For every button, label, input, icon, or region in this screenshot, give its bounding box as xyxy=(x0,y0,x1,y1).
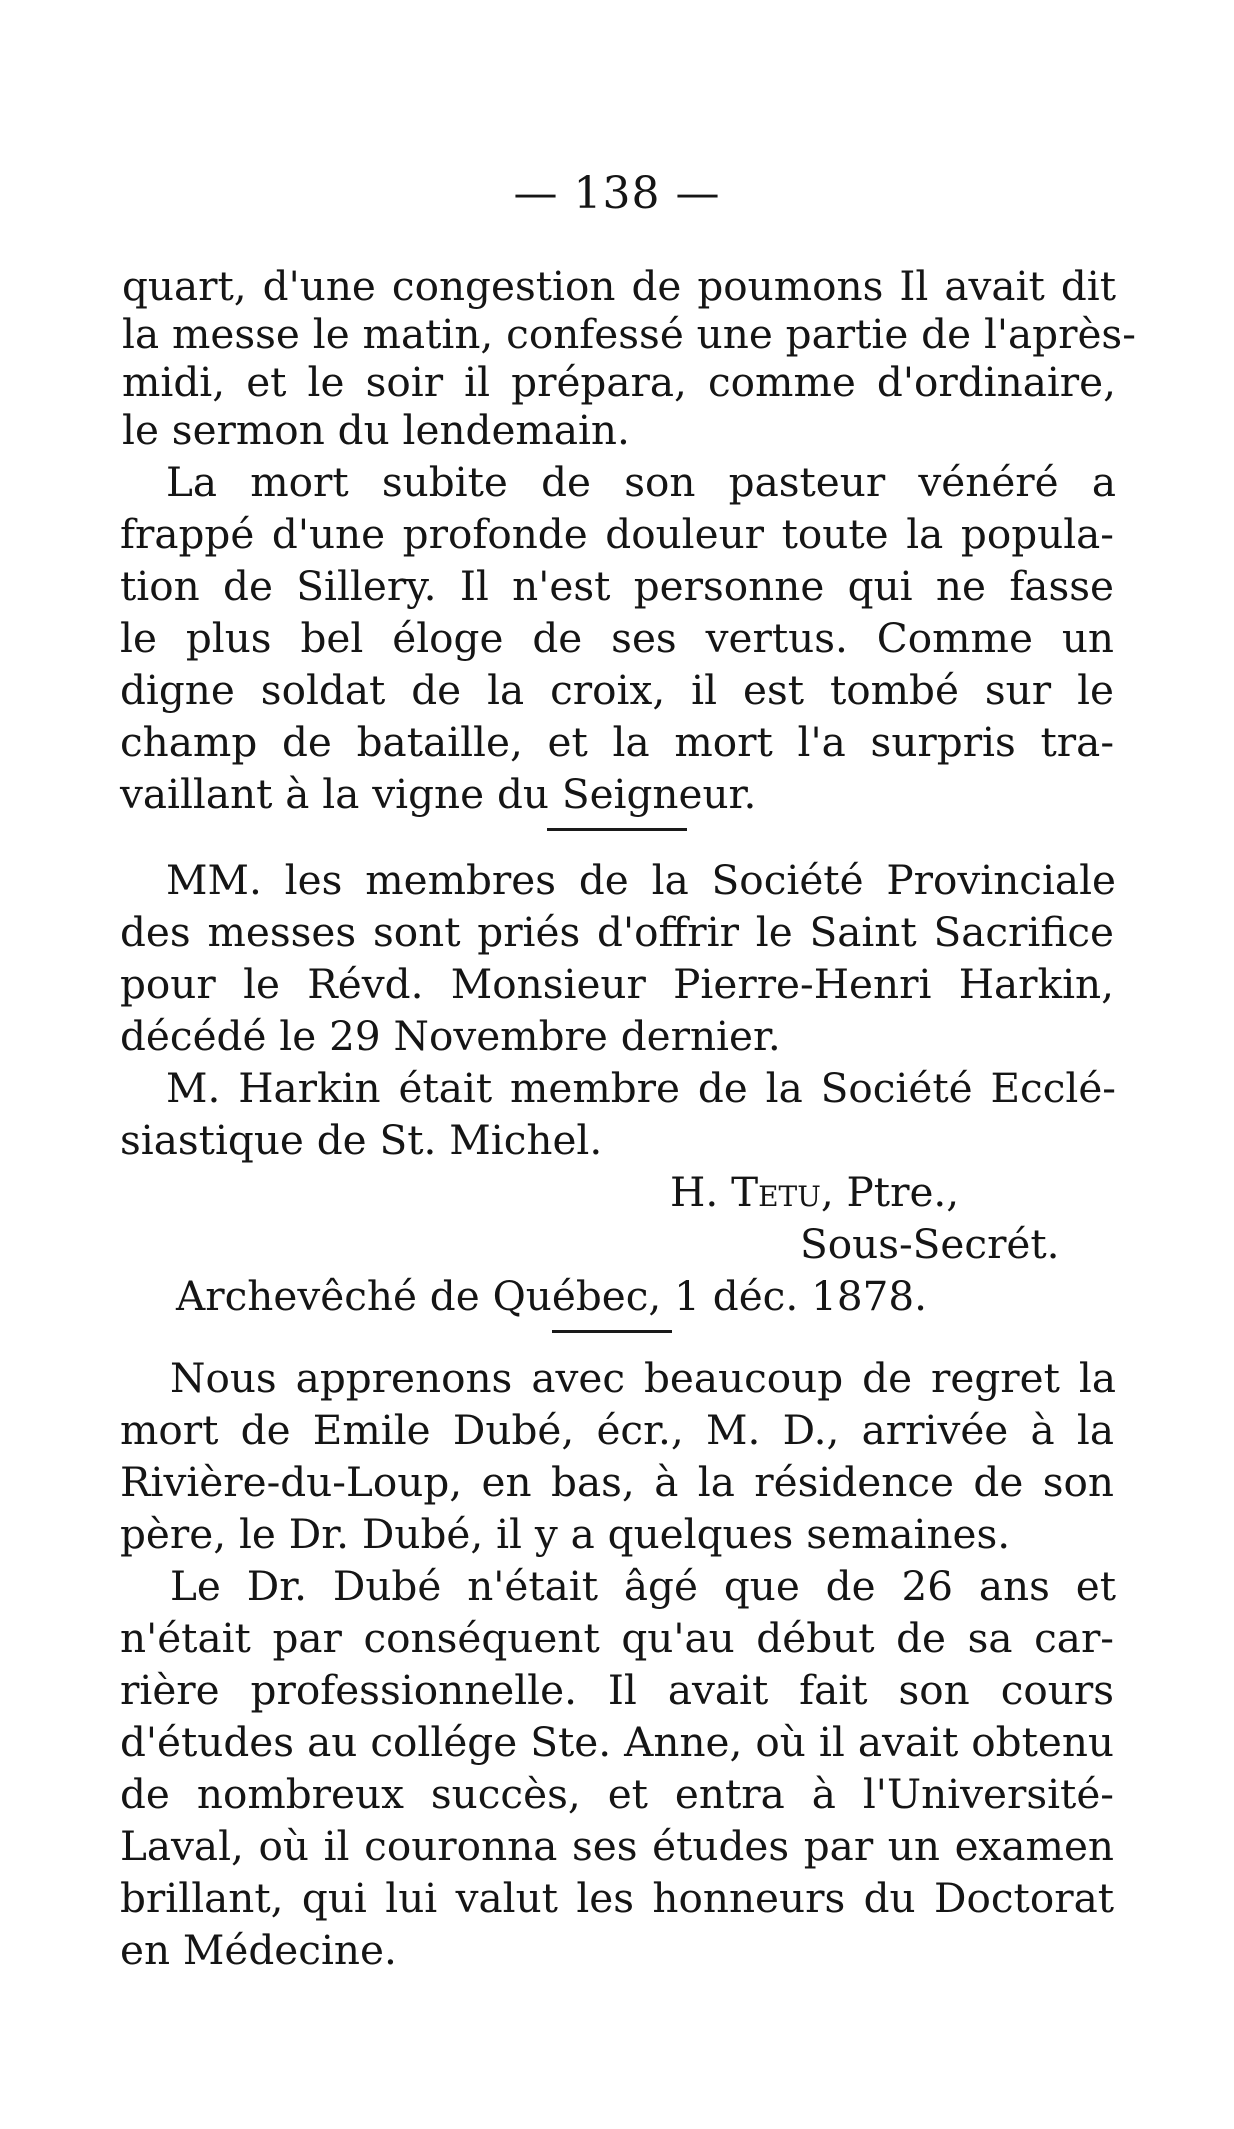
text-line: Nous apprenons avec beaucoup de regret la xyxy=(170,1354,1116,1402)
text-line: siastique de St. Michel. xyxy=(120,1116,603,1164)
text-line: le plus bel éloge de ses vertus. Comme un xyxy=(120,614,1114,662)
signature-role: Sous-Secrét. xyxy=(800,1220,1060,1268)
text-line: en Médecine. xyxy=(120,1926,397,1974)
signature-name: H. Tetu, Ptre., xyxy=(670,1168,960,1216)
text-line: digne soldat de la croix, il est tombé sur le xyxy=(120,666,1114,714)
text-line: champ de bataille, et la mort l'a surpris tra- xyxy=(120,718,1114,766)
text-line: Rivière-du-Loup, en bas, à la résidence de son xyxy=(120,1458,1114,1506)
separator-rule xyxy=(547,828,687,831)
text-line: tion de Sillery. Il n'est personne qui ne fasse xyxy=(120,562,1114,610)
text-line: n'était par conséquent qu'au début de sa car- xyxy=(120,1614,1114,1662)
text-line: père, le Dr. Dubé, il y a quelques semaines. xyxy=(120,1510,1011,1558)
text-line: Laval, où il couronna ses études par un examen xyxy=(120,1822,1114,1870)
text-line: d'études au collége Ste. Anne, où il avait obtenu xyxy=(120,1718,1114,1766)
text-line: rière professionnelle. Il avait fait son cours xyxy=(120,1666,1114,1714)
page-number: — 138 — xyxy=(513,168,721,219)
text-line: Le Dr. Dubé n'était âgé que de 26 ans et xyxy=(170,1562,1116,1610)
text-line: mort de Emile Dubé, écr., M. D., arrivée à la xyxy=(120,1406,1114,1454)
text-line: La mort subite de son pasteur vénéré a xyxy=(166,458,1116,506)
text-line: quart, d'une congestion de poumons Il avait dit xyxy=(122,262,1116,310)
text-line: MM. les membres de la Société Provinciale xyxy=(166,856,1116,904)
text-line: le sermon du lendemain. xyxy=(122,406,630,454)
text-line: vaillant à la vigne du Seigneur. xyxy=(120,770,757,818)
text-line: brillant, qui lui valut les honneurs du Doctorat xyxy=(120,1874,1114,1922)
text-line: M. Harkin était membre de la Société Ecclé- xyxy=(166,1064,1116,1112)
text-line: la messe le matin, confessé une partie de l'après- xyxy=(122,310,1136,358)
separator-rule xyxy=(552,1330,672,1333)
text-line: pour le Révd. Monsieur Pierre-Henri Harkin, xyxy=(120,960,1114,1008)
place-date: Archevêché de Québec, 1 déc. 1878. xyxy=(176,1272,928,1320)
text-line: midi, et le soir il prépara, comme d'ordinaire, xyxy=(122,358,1116,406)
text-line: de nombreux succès, et entra à l'Université- xyxy=(120,1770,1114,1818)
text-line: décédé le 29 Novembre dernier. xyxy=(120,1012,781,1060)
text-line: frappé d'une profonde douleur toute la popula- xyxy=(120,510,1114,558)
text-line: des messes sont priés d'offrir le Saint Sacrifice xyxy=(120,908,1114,956)
